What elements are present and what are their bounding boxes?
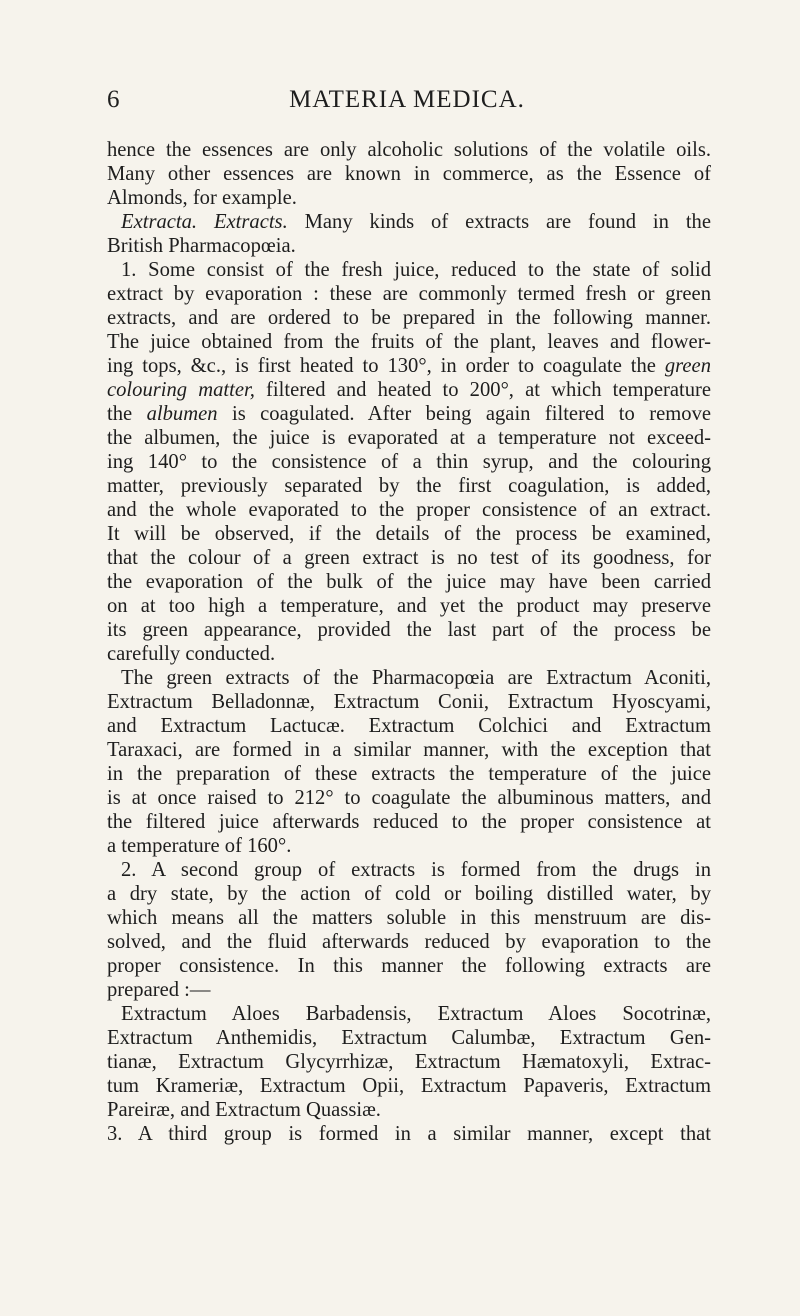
text-line [107,186,711,210]
text-line [107,978,711,1002]
text-line [107,210,711,234]
text-run: 3. A third group is formed in a similar manner, except that [107,1123,711,1145]
text-line [107,1026,711,1050]
text-run: ing 140° to the consistence of a thin syrup, and the colouring [107,451,711,473]
text-run: prepared :— [107,979,211,1001]
text-run: Taraxaci, are formed in a similar manner, with the exception that [107,739,711,761]
text-run: in the preparation of these extracts the temperature of the juice [107,763,711,785]
text-line [107,762,711,786]
text-run: hence the essences are only alcoholic solutions of the volatile oils. [107,139,711,161]
text-run: which means all the matters soluble in this menstruum are dis- [107,907,711,929]
text-run: its green appearance, provided the last part of the process be [107,619,711,641]
text-line [107,522,711,546]
running-title: MATERIA MEDICA. [289,86,525,113]
text-line [107,786,711,810]
text-run: the albumen, the juice is evaporated at a temperature not exceed- [107,427,711,449]
text-run: Many other essences are known in commerce, as the Essence of [107,163,711,185]
text-run: a dry state, by the action of cold or boiling distilled water, by [107,883,711,905]
text-run: Many kinds of extracts are found in the [287,211,711,233]
text-line [107,1074,711,1098]
text-line [107,330,711,354]
text-line [107,594,711,618]
text-line [107,810,711,834]
text-run: extracts, and are ordered to be prepared in the following manner. [107,307,711,329]
text-line [107,954,711,978]
page-header [107,86,707,116]
text-run: is coagulated. After being again filtered to remove [217,403,712,425]
text-line [107,834,711,858]
text-run: that the colour of a green extract is no test of its goodness, for [107,547,711,569]
text-run: extract by evaporation : these are commonly termed fresh or green [107,283,711,305]
text-run: The juice obtained from the fruits of the plant, leaves and flower- [107,331,711,353]
text-line [107,690,711,714]
text-run: is at once raised to 212° to coagulate the albuminous matters, and [107,787,711,809]
text-line [107,258,711,282]
text-line [107,858,711,882]
text-line [107,354,711,378]
text-run: tianæ, Extractum Glycyrrhizæ, Extractum Hæmatoxyli, Extrac- [107,1051,711,1073]
text-line [107,1050,711,1074]
text-line [107,450,711,474]
text-run: British Pharmacopœia. [107,235,296,257]
text-run: 2. A second group of extracts is formed from the drugs in [121,859,711,881]
text-line [107,378,711,402]
text-line [107,306,711,330]
text-run: The green extracts of the Pharmacopœia are Extractum Aconiti, [121,667,711,689]
text-run: a temperature of 160°. [107,835,292,857]
text-line [107,426,711,450]
text-run: and Extractum Lactucæ. Extractum Colchici and Extractum [107,715,711,737]
text-line [107,930,711,954]
text-line [107,738,711,762]
text-run: solved, and the fluid afterwards reduced by evaporation to the [107,931,711,953]
text-line [107,498,711,522]
text-line [107,642,711,666]
text-line [107,570,711,594]
text-run: tum Krameriæ, Extractum Opii, Extractum Papaveris, Extractum [107,1075,711,1097]
text-line [107,906,711,930]
text-run: Pareiræ, and Extractum Quassiæ. [107,1099,381,1121]
text-line [107,1098,711,1122]
text-line [107,714,711,738]
text-run: on at too high a temperature, and yet the product may preserve [107,595,711,617]
text-line [107,474,711,498]
text-line [107,546,711,570]
text-run: matter, previously separated by the first coagulation, is added, [107,475,711,497]
body-text [107,138,711,1146]
text-run: the filtered juice afterwards reduced to the proper consistence at [107,811,711,833]
text-line [107,234,711,258]
page-number: 6 [107,86,120,113]
italic-text: colouring matter, [107,379,255,401]
text-line [107,618,711,642]
text-line [107,882,711,906]
text-run: carefully conducted. [107,643,276,665]
text-line [107,138,711,162]
italic-text: albumen [146,403,218,425]
text-line [107,162,711,186]
text-run: ing tops, &c., is first heated to 130°, in order to coagulate the [107,355,665,377]
text-run: Extractum Belladonnæ, Extractum Conii, Extractum Hyoscyami, [107,691,711,713]
text-line [107,1002,711,1026]
text-run: Extractum Aloes Barbadensis, Extractum Aloes Socotrinæ, [121,1003,711,1025]
text-run: proper consistence. In this manner the following extracts are [107,955,711,977]
text-run: and the whole evaporated to the proper consistence of an extract. [107,499,711,521]
text-run: the evaporation of the bulk of the juice may have been carried [107,571,711,593]
text-line [107,1122,711,1146]
text-run: filtered and heated to 200°, at which temperature [254,379,711,401]
text-run: the [107,403,147,425]
text-line [107,666,711,690]
text-run: Almonds, for example. [107,187,297,209]
text-run: 1. Some consist of the fresh juice, reduced to the state of solid [121,259,711,281]
text-run: Extractum Anthemidis, Extractum Calumbæ, Extractum Gen- [107,1027,711,1049]
text-line [107,402,711,426]
text-line [107,282,711,306]
italic-text: green [664,355,711,377]
text-run: It will be observed, if the details of the process be examined, [107,523,711,545]
italic-text: Extracta. Extracts. [121,211,288,233]
